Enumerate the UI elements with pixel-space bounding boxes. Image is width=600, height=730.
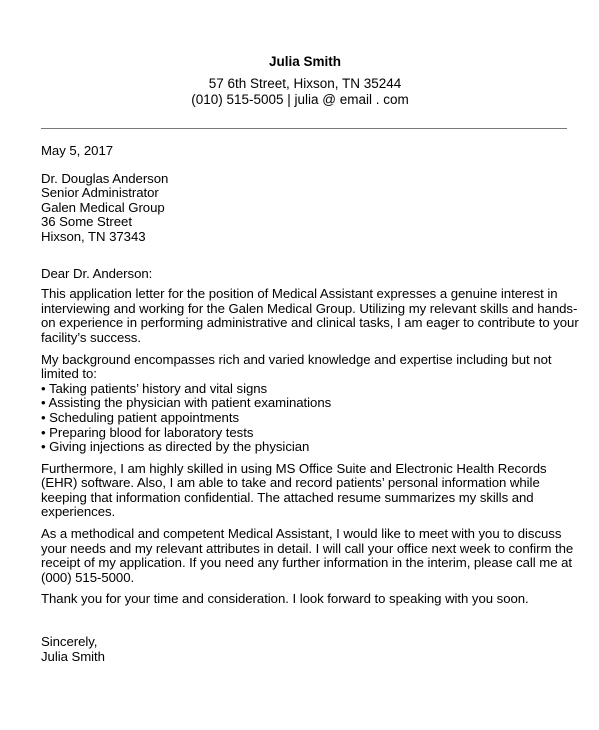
paragraph-line: This application letter for the position of Medical Assistant expresses a genuine interest in bbox=[41, 286, 558, 302]
sender-name: Julia Smith bbox=[268, 54, 341, 69]
salutation: Dear Dr. Anderson: bbox=[41, 265, 153, 281]
recipient-line: 36 Some Street bbox=[41, 214, 132, 230]
paragraph-line: Furthermore, I am highly skilled in using MS Office Suite and Electronic Health Records bbox=[41, 460, 547, 476]
skills-list bbox=[41, 382, 571, 455]
list-item: • Giving injections as directed by the physician bbox=[41, 439, 310, 455]
paragraph-background bbox=[41, 353, 571, 382]
paragraph-line: receipt of my application. If you need any further information in the interim, please call me at bbox=[41, 555, 573, 571]
recipient-line: Galen Medical Group bbox=[41, 199, 165, 215]
recipient-block bbox=[41, 172, 571, 245]
paragraph-skills bbox=[41, 462, 571, 520]
sender-address: 57 6th Street, Hixson, TN 35244 bbox=[208, 76, 402, 91]
paragraph-intro bbox=[41, 286, 579, 345]
list-item: • Assisting the physician with patient examinations bbox=[41, 395, 332, 411]
signature-name: Julia Smith bbox=[41, 648, 105, 664]
header-divider bbox=[41, 128, 567, 129]
paragraph-line: (EHR) software. Also, I am able to take and record patients’ personal information while bbox=[41, 475, 540, 491]
list-item: • Preparing blood for laboratory tests bbox=[41, 424, 254, 440]
paragraph-line: experiences. bbox=[41, 504, 116, 520]
paragraph-line: interviewing and working for the Galen Medical Group. Utilizing my relevant skills and hands- bbox=[41, 300, 578, 316]
recipient-line: Senior Administrator bbox=[41, 185, 159, 201]
paragraph-line: Thank you for your time and consideration. I look forward to speaking with you soon. bbox=[41, 591, 529, 607]
paragraph-line: on experience in performing administrative and clinical tasks, I am eager to contribute to your bbox=[41, 315, 579, 331]
letter-date: May 5, 2017 bbox=[41, 143, 114, 158]
sender-contact: (010) 515-5005 | julia @ email . com bbox=[191, 92, 409, 107]
recipient-line: Dr. Douglas Anderson bbox=[41, 170, 169, 186]
paragraph-line: keeping that information confidential. The attached resume summarizes my skills and bbox=[41, 489, 534, 505]
paragraph-line: limited to: bbox=[41, 366, 97, 382]
letterhead bbox=[0, 53, 600, 108]
closing: Sincerely, bbox=[41, 634, 98, 650]
paragraph-meeting bbox=[41, 526, 574, 585]
recipient-line: Hixson, TN 37343 bbox=[41, 228, 146, 244]
paragraph-line: My background encompasses rich and varied knowledge and expertise including but not bbox=[41, 351, 552, 367]
paragraph-line: As a methodical and competent Medical Assistant, I would like to meet with you to discuss bbox=[41, 526, 562, 542]
paragraph-line: (000) 515-5000. bbox=[41, 569, 135, 585]
list-item: • Scheduling patient appointments bbox=[41, 409, 239, 425]
letter-body bbox=[41, 143, 579, 664]
list-item: • Taking patients’ history and vital signs bbox=[41, 380, 268, 396]
paragraph-line: facility’s success. bbox=[41, 329, 141, 345]
paragraph-thanks bbox=[41, 592, 571, 607]
paragraph-line: your needs and my relevant attributes in detail. I will call your office next week to confirm the bbox=[41, 540, 574, 556]
